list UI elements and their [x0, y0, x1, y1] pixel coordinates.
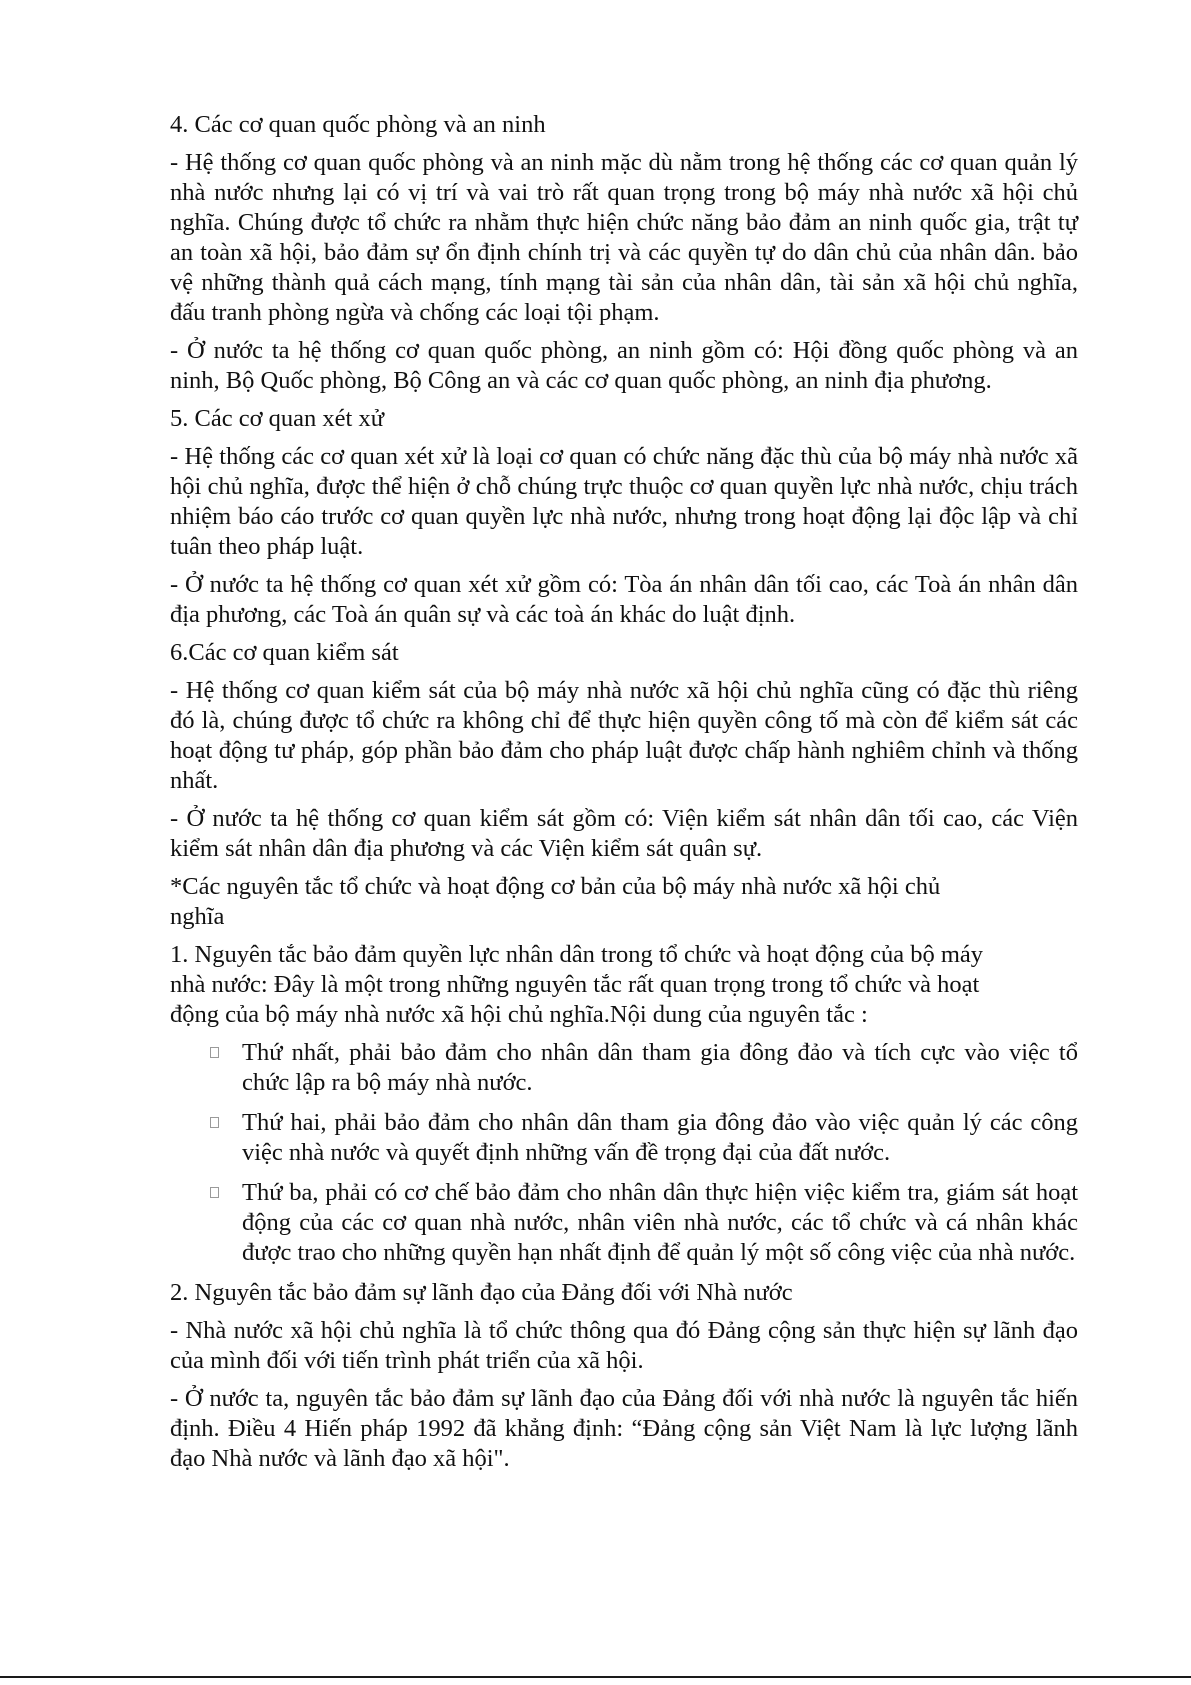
bullet-text: Thứ hai, phải bảo đảm cho nhân dân tham gia đông đảo vào việc quản lý các công việc nhà nước và quyết định những vấn đề trọng đại của đất nước.: [242, 1109, 1078, 1166]
footer-divider: [0, 1676, 1191, 1678]
paragraph-defense-role: - Hệ thống cơ quan quốc phòng và an ninh mặc dù nằm trong hệ thống các cơ quan quản lý nhà nước nhưng lại có vị trí và vai trò rất quan trọng trong bộ máy nhà nước xã hội chủ nghĩa. Chúng được tổ chức ra nhằm thực hiện chức năng bảo đảm an ninh quốc gia, trật tự an toàn xã hội, bảo đảm sự ổn định chính trị và các quyền tự do dân chủ của nhân dân. bảo vệ những thành quả cách mạng, tính mạng tài sản của nhân dân, tài sản xã hội chủ nghĩa, đấu tranh phòng ngừa và chống các loại tội phạm.: [170, 149, 1078, 326]
section-heading-defense: 4. Các cơ quan quốc phòng và an ninh: [170, 111, 546, 138]
paragraph-procuracy-composition: - Ở nước ta hệ thống cơ quan kiểm sát gồm có: Viện kiểm sát nhân dân tối cao, các Viện kiểm sát nhân dân địa phương và các Viện kiểm sát quân sự.: [170, 805, 1078, 862]
principle-1-intro: 1. Nguyên tắc bảo đảm quyền lực nhân dân trong tổ chức và hoạt động của bộ máy nhà nước: Đây là một trong những nguyên tắc rất quan trọng trong tổ chức và hoạt động của bộ máy nhà nước xã hội chủ nghĩa.Nội dung của nguyên tắc :: [170, 941, 984, 1028]
bullet-box-icon: [210, 1117, 219, 1128]
paragraph-constitution-article-4: - Ở nước ta, nguyên tắc bảo đảm sự lãnh đạo của Đảng đối với nhà nước là nguyên tắc hiến định. Điều 4 Hiến pháp 1992 đã khẳng định: “Đảng cộng sản Việt Nam là lực lượng lãnh đạo Nhà nước và lãnh đạo xã hội".: [170, 1385, 1078, 1472]
paragraph-courts-composition: - Ở nước ta hệ thống cơ quan xét xử gồm có: Tòa án nhân dân tối cao, các Toà án nhân dân địa phương, các Toà án quân sự và các toà án khác do luật định.: [170, 571, 1078, 628]
section-heading-courts: 5. Các cơ quan xét xử: [170, 405, 385, 432]
paragraph-party-leadership: - Nhà nước xã hội chủ nghĩa là tổ chức thông qua đó Đảng cộng sản thực hiện sự lãnh đạo của mình đối với tiến trình phát triển của xã hội.: [170, 1317, 1078, 1374]
bullet-text: Thứ ba, phải có cơ chế bảo đảm cho nhân dân thực hiện việc kiểm tra, giám sát hoạt động của các cơ quan nhà nước, nhân viên nhà nước, các tổ chức và cá nhân khác được trao cho những quyền hạn nhất định để quản lý một số công việc của nhà nước.: [242, 1179, 1078, 1266]
document-page: [170, 110, 1078, 1482]
paragraph-defense-composition: - Ở nước ta hệ thống cơ quan quốc phòng, an ninh gồm có: Hội đồng quốc phòng và an ninh, Bộ Quốc phòng, Bộ Công an và các cơ quan quốc phòng, an ninh địa phương.: [170, 337, 1078, 394]
section-heading-procuracy: 6.Các cơ quan kiểm sát: [170, 639, 399, 666]
principles-heading: *Các nguyên tắc tổ chức và hoạt động cơ bản của bộ máy nhà nước xã hội chủ nghĩa: [170, 873, 941, 930]
principle-1-bullet-list: [170, 1038, 1078, 1268]
bullet-box-icon: [210, 1047, 219, 1058]
bullet-box-icon: [210, 1187, 219, 1198]
list-item: [170, 1108, 1078, 1168]
list-item: [170, 1038, 1078, 1098]
principle-2-heading: 2. Nguyên tắc bảo đảm sự lãnh đạo của Đảng đối với Nhà nước: [170, 1279, 793, 1306]
list-item: [170, 1178, 1078, 1268]
paragraph-procuracy-role: - Hệ thống cơ quan kiểm sát của bộ máy nhà nước xã hội chủ nghĩa cũng có đặc thù riêng đó là, chúng được tổ chức ra không chỉ để thực hiện quyền công tố mà còn để kiểm sát các hoạt động tư pháp, góp phần bảo đảm cho pháp luật được chấp hành nghiêm chỉnh và thống nhất.: [170, 677, 1078, 794]
bullet-text: Thứ nhất, phải bảo đảm cho nhân dân tham gia đông đảo và tích cực vào việc tổ chức lập ra bộ máy nhà nước.: [242, 1039, 1078, 1096]
paragraph-courts-role: - Hệ thống các cơ quan xét xử là loại cơ quan có chức năng đặc thù của bộ máy nhà nước xã hội chủ nghĩa, được thể hiện ở chỗ chúng trực thuộc cơ quan quyền lực nhà nước, chịu trách nhiệm báo cáo trước cơ quan quyền lực nhà nước, nhưng trong hoạt động lại độc lập và chỉ tuân theo pháp luật.: [170, 443, 1078, 560]
